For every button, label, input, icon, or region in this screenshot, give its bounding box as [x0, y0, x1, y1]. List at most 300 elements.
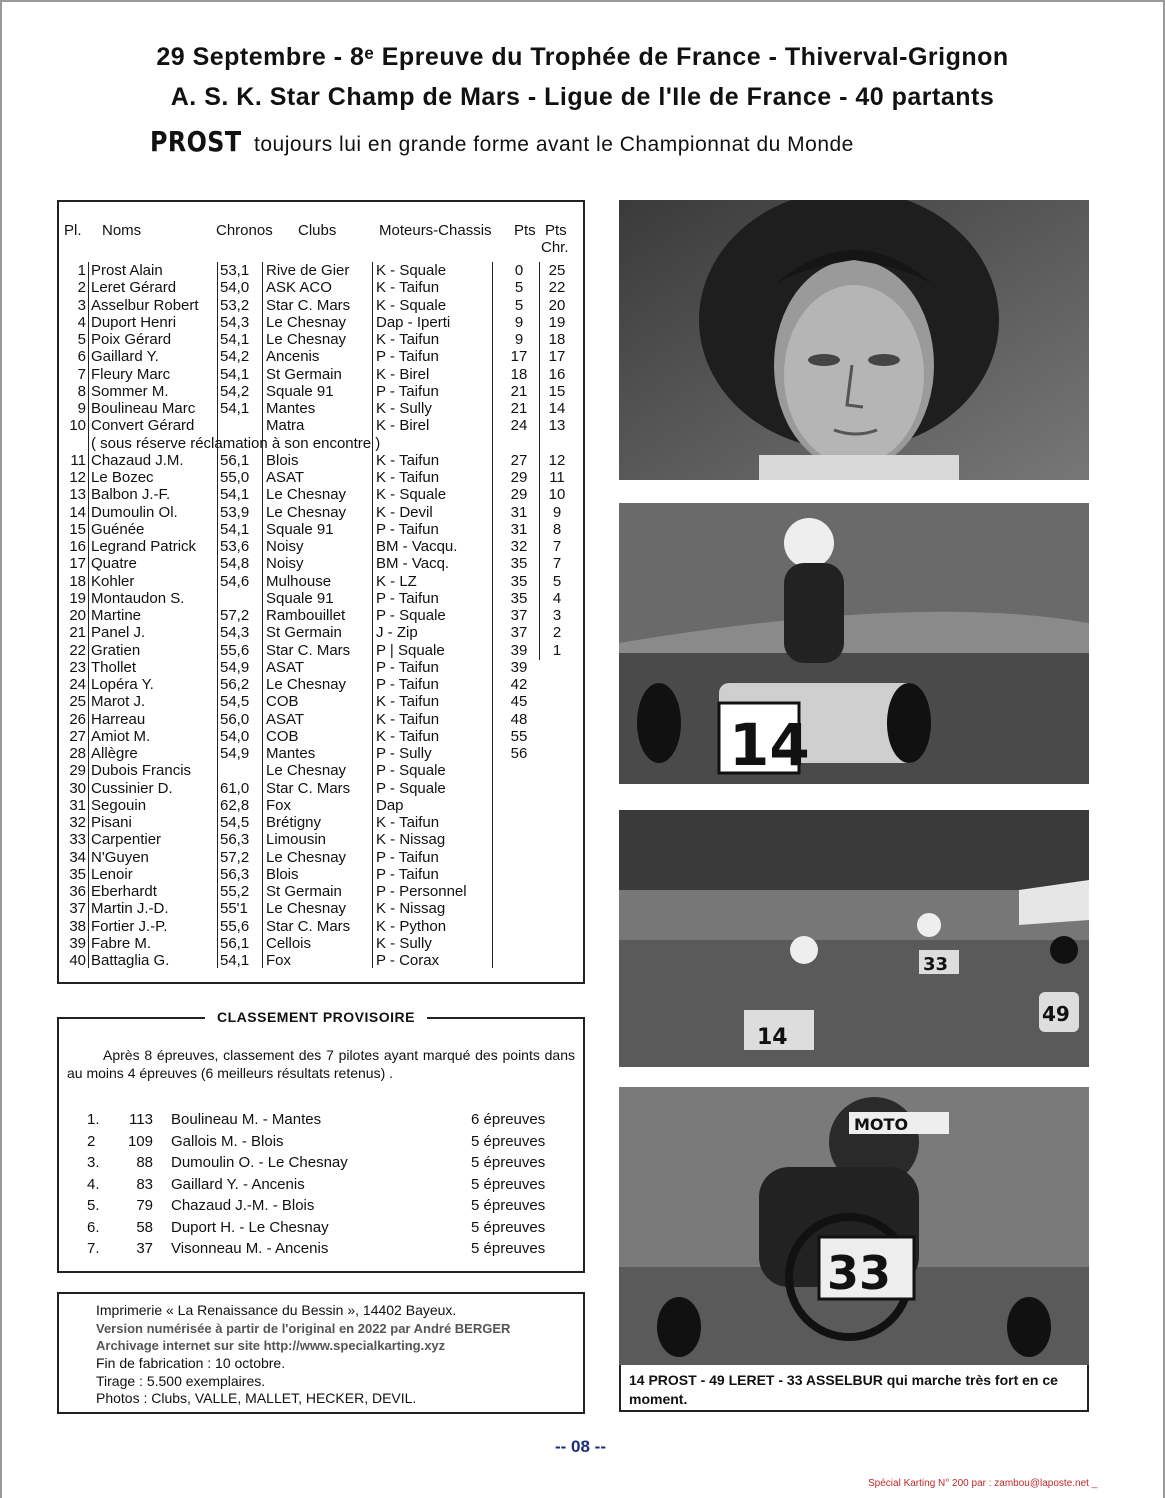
cell-chr: 9	[552, 503, 562, 521]
cell-chrono: 54,9	[220, 745, 250, 762]
cell-chr: 16	[548, 365, 566, 383]
cell-nom: Dumoulin Ol.	[91, 503, 178, 521]
table-row	[59, 711, 579, 728]
cell-nom: Thollet	[91, 658, 137, 676]
cell-moteur: K - Nissag	[376, 900, 446, 918]
classement-ep: 6 épreuves	[471, 1111, 546, 1128]
cell-chrono: 56,0	[220, 710, 250, 728]
cell-pl: 8	[77, 382, 86, 400]
cell-club: Cellois	[266, 934, 312, 952]
table-row	[59, 814, 579, 831]
table-row	[59, 676, 579, 693]
cell-pl: 34	[69, 848, 86, 866]
kart-number-49: 49	[1042, 1002, 1070, 1026]
classement-intro: Après 8 épreuves, classement des 7 pilotes ayant marqué des points dans au moins 4 épreuves (6 meilleurs résultats retenus) .	[67, 1047, 575, 1081]
cell-club: Le Chesnay	[266, 676, 347, 693]
table-row	[59, 573, 579, 590]
cell-chr: 19	[548, 313, 566, 331]
subheadline-text: toujours lui en grande forme avant le Championnat du Monde	[254, 133, 854, 156]
cell-moteur: K - Taifun	[376, 693, 440, 711]
list-item	[59, 1197, 579, 1217]
cell-pl: 35	[69, 865, 86, 883]
cell-club: Rive de Gier	[266, 262, 350, 279]
cell-nom: Dubois Francis	[91, 762, 192, 780]
cell-moteur: K - Squale	[376, 296, 447, 314]
photo-caption	[619, 1365, 1089, 1412]
cell-pts: 35	[510, 572, 528, 590]
cell-pts: 35	[510, 555, 528, 573]
table-row	[59, 831, 579, 848]
cell-chr: 8	[552, 520, 562, 538]
classement-rank: 1.	[87, 1111, 100, 1128]
col-head-clubs: Clubs	[298, 222, 337, 239]
cell-chrono: 61,0	[220, 779, 250, 797]
table-row	[59, 366, 579, 383]
list-item	[59, 1240, 579, 1260]
cell-moteur: K - Sully	[376, 400, 432, 417]
cell-pl: 15	[69, 520, 86, 538]
cell-nom: Fortier J.-P.	[91, 917, 168, 935]
cell-moteur: Dap	[376, 796, 404, 814]
cell-nom: Pisani	[91, 814, 132, 831]
cell-club: Le Chesnay	[266, 313, 347, 331]
cell-chr: 17	[548, 348, 566, 366]
cell-chrono: 54,2	[220, 348, 250, 366]
cell-pl: 37	[69, 900, 86, 918]
cell-pl: 29	[69, 762, 86, 780]
cell-moteur: K - Taifun	[376, 814, 440, 831]
table-row	[59, 555, 579, 572]
cell-pts: 42	[510, 676, 528, 693]
cell-club: Star C. Mars	[266, 296, 351, 314]
cell-chrono: 55'1	[220, 900, 248, 918]
cell-club: Le Chesnay	[266, 331, 347, 348]
cell-moteur: K - Squale	[376, 486, 447, 504]
cell-nom: Allègre	[91, 745, 138, 762]
classement-pts: 37	[136, 1240, 153, 1257]
cell-chrono: 54,3	[220, 313, 250, 331]
cell-moteur: K - Python	[376, 917, 447, 935]
cell-chr: 12	[548, 451, 566, 469]
cell-chrono: 54,1	[220, 952, 250, 969]
classement-name: Duport H. - Le Chesnay	[171, 1218, 329, 1236]
classement-name: Gaillard Y. - Ancenis	[171, 1175, 305, 1193]
classement-rank: 5.	[87, 1197, 100, 1214]
cell-chr: 22	[548, 279, 566, 297]
cell-chrono: 56,1	[220, 451, 250, 469]
cell-chrono: 54,2	[220, 382, 250, 400]
cell-nom: Prost Alain	[91, 262, 163, 279]
cell-nom: Fleury Marc	[91, 365, 171, 383]
cell-pts: 48	[510, 710, 528, 728]
cell-pl: 14	[69, 503, 86, 521]
cell-pts: 9	[514, 331, 524, 348]
cell-pts: 29	[510, 469, 528, 486]
cell-pl: 21	[69, 624, 86, 642]
cell-chrono: 54,1	[220, 365, 250, 383]
classement-pts: 83	[136, 1175, 153, 1193]
table-row	[59, 642, 579, 659]
cell-nom: Chazaud J.M.	[91, 451, 184, 469]
table-row	[59, 297, 579, 314]
cell-nom: Gratien	[91, 641, 141, 659]
cell-nom: Fabre M.	[91, 934, 152, 952]
cell-moteur: P - Taifun	[376, 865, 439, 883]
cell-nom: Duport Henri	[91, 313, 177, 331]
cell-club: Le Chesnay	[266, 762, 347, 780]
cell-pts: 55	[510, 727, 528, 745]
cell-chr: 13	[548, 417, 566, 435]
table-row	[59, 590, 579, 607]
page-border-left	[0, 0, 2, 1498]
cell-chr: 4	[552, 589, 562, 607]
col-head-moteurs: Moteurs-Chassis	[379, 222, 492, 239]
cell-chr: 11	[549, 469, 565, 486]
cell-club: Le Chesnay	[266, 848, 347, 866]
cell-nom: Lopéra Y.	[91, 676, 154, 693]
classement-rank: 6.	[87, 1218, 100, 1236]
cell-chrono: 53,9	[220, 503, 250, 521]
cell-chrono: 55,6	[220, 641, 250, 659]
cell-chr: 7	[552, 538, 562, 555]
cell-chrono: 54,0	[220, 279, 250, 297]
cell-club: Star C. Mars	[266, 779, 351, 797]
cell-pl: 39	[69, 934, 86, 952]
cell-pl: 6	[77, 348, 86, 366]
classement-pts: 109	[127, 1132, 153, 1150]
cell-nom: Legrand Patrick	[91, 538, 197, 555]
cell-moteur: K - Taifun	[376, 469, 440, 486]
cell-club: Le Chesnay	[266, 486, 347, 504]
list-item	[59, 1133, 579, 1153]
results-table	[57, 200, 585, 984]
footer-credit: Spécial Karting N° 200 par : zambou@laposte.net _	[868, 1478, 1098, 1489]
cell-club: St Germain	[266, 883, 342, 900]
cell-nom: Eberhardt	[91, 883, 157, 900]
classement-name: Boulineau M. - Mantes	[171, 1111, 322, 1128]
cell-moteur: P - Taifun	[376, 382, 439, 400]
cell-moteur: P - Sully	[376, 745, 432, 762]
cell-pl: 36	[69, 883, 86, 900]
cell-club: Mantes	[266, 745, 316, 762]
cell-chrono: 57,2	[220, 607, 250, 624]
table-row	[59, 900, 579, 917]
cell-moteur: K - Nissag	[376, 831, 446, 849]
classement-ep: 5 épreuves	[471, 1132, 546, 1150]
cell-chrono: 62,8	[220, 796, 250, 814]
table-row	[59, 952, 579, 969]
list-item	[59, 1219, 579, 1239]
cell-club: St Germain	[266, 624, 342, 642]
table-row	[59, 883, 579, 900]
cell-nom: Boulineau Marc	[91, 400, 196, 417]
kart-number-14-small: 14	[757, 1025, 788, 1050]
col-head-chronos: Chronos	[216, 222, 273, 239]
cell-nom: Amiot M.	[91, 727, 151, 745]
cell-moteur: P - Squale	[376, 607, 446, 624]
cell-club: Rambouillet	[266, 607, 346, 624]
page-border-top	[0, 0, 1165, 2]
cell-pl: 40	[69, 952, 86, 969]
classement-name: Gallois M. - Blois	[171, 1132, 284, 1150]
cell-moteur: P - Squale	[376, 779, 446, 797]
table-row	[59, 659, 579, 676]
cell-chrono: 54,1	[220, 400, 250, 417]
list-item	[59, 1176, 579, 1196]
cell-chr: 15	[548, 382, 566, 400]
cell-club: Brétigny	[266, 814, 322, 831]
cell-chr: 18	[548, 331, 566, 348]
table-row	[59, 383, 579, 400]
helmet-text: MOTO	[854, 1115, 909, 1134]
cell-nom: Cussinier D.	[91, 779, 173, 797]
table-row	[59, 469, 579, 486]
cell-moteur: K - Taifun	[376, 710, 440, 728]
classement-rank: 2	[87, 1132, 96, 1150]
cell-pl: 23	[69, 658, 86, 676]
cell-chrono: 53,6	[220, 538, 250, 555]
cell-moteur: J - Zip	[376, 624, 418, 642]
imprint-archive: Archivage internet sur site http://www.specialkarting.xyz	[96, 1338, 446, 1353]
cell-pts: 5	[514, 279, 524, 297]
col-head-pts: Pts	[514, 222, 536, 239]
cell-chrono: 56,3	[220, 831, 250, 849]
imprint-printer: Imprimerie « La Renaissance du Bessin », 14402 Bayeux.	[96, 1302, 457, 1318]
cell-chrono: 54,9	[220, 658, 250, 676]
cell-moteur: K - Sully	[376, 934, 432, 952]
table-row	[59, 417, 579, 434]
cell-pl: 11	[70, 451, 86, 469]
photo-kart-33	[619, 1087, 1089, 1365]
cell-nom: Gaillard Y.	[91, 348, 159, 366]
cell-chrono: 54,1	[220, 331, 250, 348]
cell-club: Mulhouse	[266, 572, 332, 590]
cell-nom: Segouin	[91, 796, 147, 814]
cell-chrono: 55,6	[220, 917, 250, 935]
cell-pl: 27	[69, 727, 86, 745]
table-row	[59, 918, 579, 935]
cell-moteur: K - Taifun	[376, 331, 440, 348]
cell-chrono: 56,2	[220, 676, 250, 693]
classement-name: Visonneau M. - Ancenis	[171, 1240, 329, 1257]
cell-club: Squale 91	[266, 589, 334, 607]
cell-nom: Panel J.	[91, 624, 146, 642]
page-number: -- 08 --	[555, 1437, 606, 1456]
table-row	[59, 762, 579, 779]
cell-chr: 1	[552, 641, 562, 659]
cell-nom: Montaudon S.	[91, 589, 185, 607]
cell-moteur: P - Squale	[376, 762, 446, 780]
classement-title: CLASSEMENT PROVISOIRE	[205, 1009, 427, 1025]
col-head-noms: Noms	[102, 222, 142, 239]
cell-chrono: 54,3	[220, 624, 250, 642]
list-item	[59, 1154, 579, 1174]
classement-ep: 5 épreuves	[471, 1240, 546, 1257]
cell-moteur: K - Birel	[376, 417, 430, 435]
table-row	[59, 279, 579, 296]
cell-moteur: K - Devil	[376, 503, 433, 521]
cell-pl: 20	[69, 607, 86, 624]
photo-prost-portrait	[619, 200, 1089, 480]
table-row	[59, 486, 579, 503]
table-row	[59, 797, 579, 814]
cell-pl: 2	[77, 279, 86, 297]
cell-moteur: P - Taifun	[376, 589, 439, 607]
cell-club: Fox	[266, 796, 292, 814]
cell-pl: 22	[69, 641, 86, 659]
cell-pl: 9	[77, 400, 86, 417]
classement-rank: 7.	[87, 1240, 100, 1257]
cell-club: St Germain	[266, 365, 342, 383]
cell-moteur: K - Taifun	[376, 727, 440, 745]
table-row	[59, 400, 579, 417]
cell-pl: 24	[69, 676, 86, 693]
cell-nom: Lenoir	[91, 865, 133, 883]
cell-pl: 31	[69, 796, 86, 814]
cell-pts: 56	[510, 745, 528, 762]
classement-pts: 88	[136, 1154, 153, 1171]
cell-pl: 13	[69, 486, 86, 504]
cell-moteur: K - LZ	[376, 572, 417, 590]
cell-pl: 4	[77, 313, 86, 331]
table-row	[59, 262, 579, 279]
classement-ep: 5 épreuves	[471, 1175, 546, 1193]
col-head-pts-chr: Pts	[545, 222, 567, 239]
cell-moteur: K - Taifun	[376, 451, 440, 469]
cell-pl: 25	[69, 693, 86, 711]
cell-nom: Le Bozec	[91, 469, 154, 486]
cell-pts: 17	[510, 348, 528, 366]
classement-ep: 5 épreuves	[471, 1197, 546, 1214]
cell-pts: 18	[510, 365, 528, 383]
cell-pts: 31	[510, 503, 528, 521]
cell-moteur: BM - Vacq.	[376, 555, 450, 573]
cell-pts: 39	[510, 641, 528, 659]
cell-pts: 5	[514, 296, 524, 314]
cell-chr: 2	[552, 624, 562, 642]
table-row	[59, 745, 579, 762]
cell-club: Noisy	[266, 555, 304, 573]
cell-nom: Guénée	[91, 520, 145, 538]
cell-pts: 21	[510, 400, 528, 417]
list-item	[59, 1111, 579, 1131]
cell-chrono: 54,8	[220, 555, 250, 573]
cell-pl: 12	[69, 469, 86, 486]
imprint-photos: Photos : Clubs, VALLE, MALLET, HECKER, DEVIL.	[96, 1390, 417, 1406]
cell-pl: 28	[69, 745, 86, 762]
cell-pts: 31	[510, 520, 528, 538]
cell-nom: Quatre	[91, 555, 137, 573]
table-row	[59, 504, 579, 521]
cell-nom: Battaglia G.	[91, 952, 170, 969]
cell-chrono: 55,2	[220, 883, 250, 900]
cell-moteur: P - Taifun	[376, 520, 439, 538]
kart-number-33: 33	[827, 1246, 892, 1300]
cell-club: Le Chesnay	[266, 900, 347, 918]
cell-chrono: 53,2	[220, 296, 250, 314]
classement-pts: 58	[136, 1218, 153, 1236]
table-row	[59, 866, 579, 883]
cell-pts: 9	[514, 313, 524, 331]
cell-moteur: P | Squale	[376, 641, 445, 659]
cell-nom: Harreau	[91, 710, 146, 728]
cell-moteur: P - Taifun	[376, 676, 439, 693]
cell-club: Squale 91	[266, 520, 334, 538]
cell-pl: 16	[69, 538, 86, 555]
cell-chrono: 53,1	[220, 262, 250, 279]
cell-moteur: Dap - Iperti	[376, 313, 451, 331]
cell-pts: 39	[510, 658, 528, 676]
cell-moteur: K - Taifun	[376, 279, 440, 297]
cell-chrono: 57,2	[220, 848, 250, 866]
subheadline	[150, 125, 854, 158]
cell-pl: 33	[69, 831, 86, 849]
cell-pl: 26	[69, 710, 86, 728]
cell-moteur: BM - Vacqu.	[376, 538, 458, 555]
headline-line-2: A. S. K. Star Champ de Mars - Ligue de l'Ile de France - 40 partants	[170, 83, 995, 111]
cell-club: Matra	[266, 417, 305, 435]
cell-nom: Marot J.	[91, 693, 146, 711]
cell-pl: 18	[69, 572, 86, 590]
cell-club: Blois	[266, 451, 299, 469]
cell-club: Squale 91	[266, 382, 334, 400]
cell-moteur: P - Personnel	[376, 883, 467, 900]
cell-nom: Sommer M.	[91, 382, 169, 400]
cell-chrono: 56,1	[220, 934, 250, 952]
cell-chrono: 54,5	[220, 814, 250, 831]
cell-moteur: P - Corax	[376, 952, 440, 969]
cell-club: Noisy	[266, 538, 304, 555]
cell-club: ASAT	[266, 710, 305, 728]
cell-pts: 35	[510, 589, 528, 607]
cell-chrono: 56,3	[220, 865, 250, 883]
cell-pl: 1	[77, 262, 86, 279]
table-row	[59, 607, 579, 624]
cell-club: ASK ACO	[266, 279, 332, 297]
table-row	[59, 624, 579, 641]
cell-pts: 21	[510, 382, 528, 400]
cell-club: ASAT	[266, 469, 305, 486]
cell-club: Mantes	[266, 400, 316, 417]
cell-pl: 38	[69, 917, 86, 935]
cell-pts: 32	[510, 538, 528, 555]
cell-chr: 3	[552, 607, 562, 624]
table-row	[59, 348, 579, 365]
cell-nom: Asselbur Robert	[91, 296, 199, 314]
cell-nom: N'Guyen	[91, 848, 149, 866]
cell-chr: 20	[548, 296, 566, 314]
cell-moteur: P - Taifun	[376, 658, 439, 676]
table-row	[59, 452, 579, 469]
cell-pl: 32	[69, 814, 86, 831]
classement-pts: 79	[136, 1197, 153, 1214]
imprint-tirage: Tirage : 5.500 exemplaires.	[96, 1373, 266, 1389]
cell-chrono: 54,1	[220, 486, 250, 504]
cell-pl: 30	[69, 779, 86, 797]
classement-provisoire	[57, 1009, 585, 1273]
cell-pl: 19	[69, 589, 86, 607]
table-row	[59, 538, 579, 555]
cell-chrono: 55,0	[220, 469, 250, 486]
classement-rank: 3.	[87, 1154, 100, 1171]
table-row	[59, 728, 579, 745]
col-head-pl: Pl.	[64, 222, 82, 239]
cell-pts: 0	[514, 262, 524, 279]
cell-chrono: 54,1	[220, 520, 250, 538]
cell-chr: 10	[548, 486, 566, 504]
cell-nom: Convert Gérard	[91, 417, 195, 435]
cell-club: Star C. Mars	[266, 641, 351, 659]
